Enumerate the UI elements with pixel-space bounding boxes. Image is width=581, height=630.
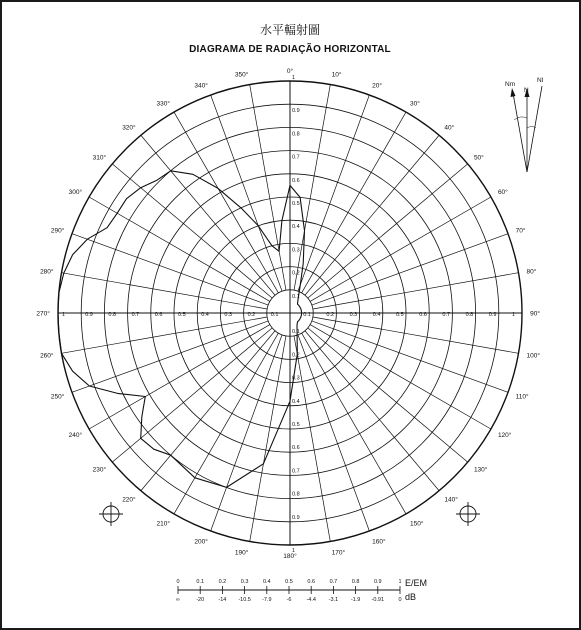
grid-spoke (308, 328, 468, 462)
grid-spoke (72, 234, 268, 305)
azimuth-label: 170° (331, 549, 346, 557)
grid-spoke (72, 321, 268, 392)
scale-db-label: -0.91 (371, 597, 385, 603)
azimuth-label: 30° (410, 100, 420, 108)
azimuth-label: 240° (68, 431, 83, 439)
horizontal-tick-label: 0.5 (396, 312, 404, 318)
horizontal-tick-label: 0.7 (131, 312, 140, 318)
radial-tick-label: 0.9 (292, 514, 300, 521)
radial-tick-label: 0.2 (292, 270, 300, 277)
ee-db-scale (176, 578, 427, 603)
grid-spoke (308, 164, 468, 298)
horizontal-tick-label: 0.6 (419, 312, 427, 318)
azimuth-label: 40° (444, 124, 455, 132)
grid-spoke (302, 333, 406, 514)
radial-tick-label: 0.5 (292, 201, 300, 207)
radial-tick-label: 1 (292, 548, 296, 554)
grid-spoke (89, 197, 270, 301)
radial-tick-label: 0.1 (292, 329, 300, 336)
radial-tick-label: 0.8 (292, 131, 300, 138)
azimuth-label: 310° (92, 154, 107, 162)
azimuth-label: 100° (526, 352, 540, 360)
azimuth-label: 350° (234, 71, 249, 79)
azimuth-label: 210° (156, 520, 170, 528)
azimuth-label: 190° (234, 549, 249, 557)
horizontal-tick-label: 0.9 (488, 312, 497, 318)
grid-spoke (89, 325, 270, 429)
azimuth-label: 0° (286, 67, 294, 75)
scale-db-label: -7.9 (262, 597, 272, 603)
scale-db-unit: dB (405, 592, 417, 602)
scale-db-label: -4.4 (306, 597, 316, 603)
horizontal-tick-label: 0.8 (108, 312, 117, 318)
grid-spoke (313, 273, 519, 309)
scale-db-label: ∞ (176, 597, 180, 603)
horizontal-tick-label: 0.3 (349, 312, 358, 318)
compass-label-n: N (524, 87, 529, 94)
grid-spoke (305, 135, 439, 295)
radial-tick-label: 0.4 (292, 224, 300, 231)
azimuth-label: 60° (497, 189, 508, 197)
scale-db-label: -6 (286, 597, 292, 603)
azimuth-label: 10° (331, 71, 342, 79)
grid-spoke (141, 135, 275, 295)
scale-db-label: -1.9 (350, 597, 361, 603)
azimuth-label: 320° (122, 124, 136, 132)
azimuth-label: 230° (92, 466, 107, 474)
horizontal-tick-label: 0.2 (326, 312, 335, 318)
azimuth-label: 80° (526, 268, 537, 276)
horizontal-tick-label: 0.4 (372, 312, 381, 318)
azimuth-label: 280° (40, 268, 54, 276)
azimuth-label: 70° (515, 227, 526, 235)
radial-tick-label: 0.8 (292, 491, 300, 498)
scale-ee-label: 1 (398, 579, 402, 585)
title-cjk: 水平輻射圖 (259, 23, 321, 37)
grid-spoke (174, 112, 278, 293)
scale-ee-label: 0.3 (240, 579, 249, 585)
grid-spoke (294, 85, 330, 291)
grid-spoke (112, 164, 272, 298)
radial-tick-label: 0.1 (292, 293, 300, 300)
horizontal-tick-label: 0.1 (303, 312, 311, 318)
azimuth-label: 140° (444, 496, 458, 504)
horizontal-tick-label: 1 (62, 312, 66, 318)
grid-spoke (62, 273, 268, 309)
grid-spoke (62, 317, 268, 353)
horizontal-tick-label: 0.8 (465, 312, 474, 318)
azimuth-label: 130° (473, 466, 488, 474)
radial-tick-label: 0.5 (292, 422, 300, 428)
magnetic-north-arrow-icon (511, 88, 516, 97)
grid-spoke (313, 317, 519, 353)
scale-ee-label: 0.5 (285, 579, 293, 585)
compass-label-ni: NI (537, 77, 544, 84)
azimuth-label: 300° (68, 189, 83, 197)
grid-spoke (312, 321, 508, 392)
grid-spoke (298, 335, 369, 531)
azimuth-label: 150° (410, 520, 424, 528)
azimuth-label: 50° (473, 154, 484, 162)
radial-tick-label: 0.6 (292, 445, 300, 452)
azimuth-label: 340° (194, 82, 208, 90)
azimuth-label: 220° (122, 496, 136, 504)
azimuth-label: 180° (283, 553, 297, 561)
horizontal-tick-label: 1 (512, 312, 516, 318)
scale-ee-label: 0.8 (351, 579, 360, 585)
azimuth-label: 110° (515, 393, 529, 401)
horizontal-tick-label: 0.9 (85, 312, 93, 318)
scale-ee-label: 0.7 (329, 579, 338, 585)
scale-db-label: -10.5 (238, 597, 251, 603)
grid-spoke (250, 336, 286, 542)
scale-ee-label: 0.6 (307, 579, 316, 585)
azimuth-label: 330° (156, 100, 170, 108)
horizontal-tick-label: 0.4 (201, 312, 209, 318)
radial-tick-label: 0.9 (292, 108, 300, 115)
radial-tick-label: 1 (292, 75, 296, 81)
registration-mark-right-icon (456, 502, 480, 526)
grid-spoke (305, 331, 439, 491)
radial-tick-label: 0.4 (292, 398, 300, 405)
scale-db-label: -14 (218, 597, 227, 603)
azimuth-label: 160° (372, 538, 386, 546)
grid-spoke (211, 95, 282, 291)
scale-db-label: -3.1 (328, 597, 339, 603)
radial-tick-label: 0.3 (292, 375, 300, 382)
horizontal-tick-label: 0.1 (270, 312, 279, 318)
registration-mark-left-icon (99, 502, 123, 526)
radial-tick-label: 0.7 (292, 468, 300, 475)
azimuth-label: 20° (372, 82, 382, 90)
grid-spoke (294, 336, 330, 542)
azimuth-label: 90° (530, 310, 540, 318)
scale-ee-label: 0.9 (373, 579, 382, 585)
scale-ee-label: 0.2 (218, 579, 227, 585)
radial-tick-label: 0.6 (292, 177, 300, 184)
scale-db-label: -20 (196, 597, 205, 603)
horizontal-tick-label: 0.5 (178, 312, 186, 318)
horizontal-tick-label: 0.3 (224, 312, 233, 318)
scale-db-label: 0 (398, 597, 402, 603)
polar-grid (58, 81, 522, 545)
horizontal-tick-label: 0.7 (442, 312, 451, 318)
north-compass (505, 77, 544, 172)
grid-spoke (312, 234, 508, 305)
compass-label-nm: Nm (505, 81, 516, 88)
grid-spoke (302, 112, 406, 293)
scale-ee-label: 0 (176, 579, 180, 585)
grid-spoke (141, 331, 275, 491)
scale-ee-unit: E/EM (405, 578, 428, 588)
azimuth-label: 270° (36, 310, 50, 318)
horizontal-tick-label: 0.6 (154, 312, 163, 318)
diagram-title: DIAGRAMA DE RADIAÇÃO HORIZONTAL (189, 44, 391, 55)
grid-spoke (211, 335, 282, 531)
scale-ee-label: 0.4 (262, 579, 271, 585)
radial-tick-label: 0.3 (292, 247, 300, 254)
grid-spoke (298, 95, 369, 291)
grid-spoke (310, 325, 491, 429)
azimuth-label: 120° (497, 431, 512, 439)
azimuth-label: 260° (40, 352, 54, 360)
radial-tick-label: 0.7 (292, 154, 300, 161)
azimuth-label: 250° (50, 393, 65, 401)
scale-ee-label: 0.1 (196, 579, 205, 585)
azimuth-label: 200° (194, 538, 208, 546)
grid-spoke (310, 197, 491, 301)
horizontal-tick-label: 0.2 (247, 312, 256, 318)
grid-spoke (250, 85, 286, 291)
azimuth-label: 290° (50, 227, 65, 235)
radial-tick-label: 0.2 (292, 352, 300, 359)
